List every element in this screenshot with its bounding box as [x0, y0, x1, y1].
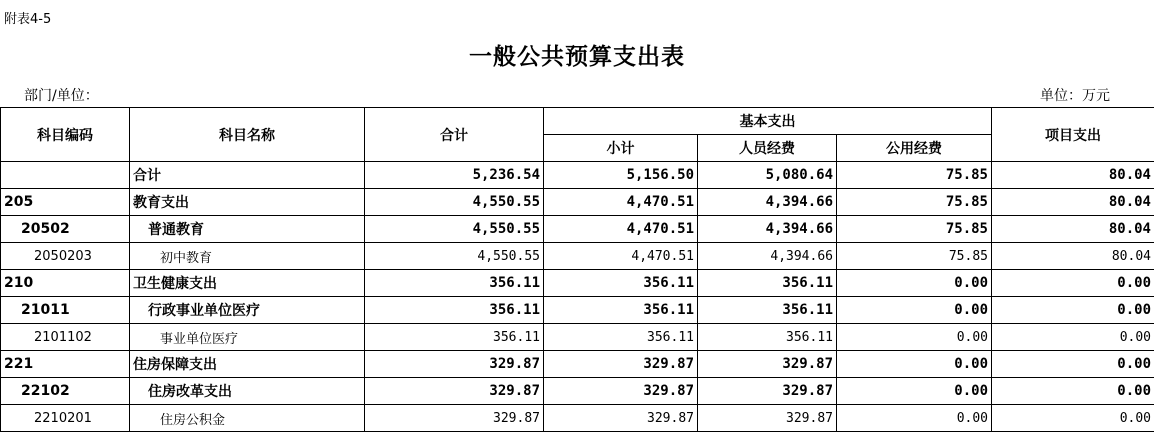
cell-project: 80.04: [992, 243, 1154, 270]
cell-project: 0.00: [992, 324, 1154, 351]
cell-code: 2050203: [1, 243, 130, 270]
cell-public: 75.85: [837, 189, 992, 216]
cell-personnel: 5,080.64: [698, 162, 837, 189]
header-subtotal: 小计: [544, 135, 698, 162]
cell-project: 0.00: [992, 297, 1154, 324]
cell-code: 20502: [1, 216, 130, 243]
cell-code: [1, 162, 130, 189]
header-project: 项目支出: [992, 108, 1154, 162]
cell-public: 0.00: [837, 297, 992, 324]
page-title: 一般公共预算支出表: [469, 43, 685, 70]
cell-project: 0.00: [992, 378, 1154, 405]
cell-code: 205: [1, 189, 130, 216]
cell-code: 2101102: [1, 324, 130, 351]
table-row: [1, 324, 1154, 351]
cell-total: 4,550.55: [365, 243, 544, 270]
table-row: [1, 405, 1154, 432]
cell-public: 0.00: [837, 270, 992, 297]
cell-subtotal: 4,470.51: [544, 216, 698, 243]
header-personnel: 人员经费: [698, 135, 837, 162]
cell-public: 75.85: [837, 243, 992, 270]
cell-personnel: 4,394.66: [698, 216, 837, 243]
table-row: [1, 243, 1154, 270]
cell-total: 329.87: [365, 378, 544, 405]
table-row: [1, 297, 1154, 324]
cell-public: 0.00: [837, 324, 992, 351]
cell-name: 住房保障支出: [130, 351, 365, 378]
header-code: 科目编码: [1, 108, 130, 162]
table-row: [1, 216, 1154, 243]
cell-name: 教育支出: [130, 189, 365, 216]
cell-public: 75.85: [837, 162, 992, 189]
cell-project: 0.00: [992, 405, 1154, 432]
cell-public: 0.00: [837, 378, 992, 405]
cell-public: 75.85: [837, 216, 992, 243]
cell-subtotal: 329.87: [544, 378, 698, 405]
cell-name: 普通教育: [130, 216, 365, 243]
cell-name: 卫生健康支出: [130, 270, 365, 297]
cell-public: 0.00: [837, 351, 992, 378]
cell-total: 4,550.55: [365, 189, 544, 216]
cell-code: 21011: [1, 297, 130, 324]
cell-subtotal: 329.87: [544, 405, 698, 432]
cell-subtotal: 329.87: [544, 351, 698, 378]
cell-personnel: 329.87: [698, 405, 837, 432]
cell-subtotal: 4,470.51: [544, 189, 698, 216]
table-row: [1, 270, 1154, 297]
cell-total: 5,236.54: [365, 162, 544, 189]
cell-total: 356.11: [365, 270, 544, 297]
header-total: 合计: [365, 108, 544, 162]
cell-code: 22102: [1, 378, 130, 405]
cell-personnel: 356.11: [698, 270, 837, 297]
unit-label: 单位：万元: [1040, 88, 1110, 104]
table-row: [1, 162, 1154, 189]
cell-project: 0.00: [992, 270, 1154, 297]
cell-project: 80.04: [992, 216, 1154, 243]
table-row: [1, 189, 1154, 216]
cell-code: 221: [1, 351, 130, 378]
cell-total: 356.11: [365, 297, 544, 324]
cell-name: 合计: [130, 162, 365, 189]
cell-project: 0.00: [992, 351, 1154, 378]
cell-name: 事业单位医疗: [130, 324, 365, 351]
cell-personnel: 356.11: [698, 297, 837, 324]
cell-name: 住房公积金: [130, 405, 365, 432]
cell-code: 2210201: [1, 405, 130, 432]
cell-public: 0.00: [837, 405, 992, 432]
cell-project: 80.04: [992, 189, 1154, 216]
table-row: [1, 378, 1154, 405]
cell-subtotal: 4,470.51: [544, 243, 698, 270]
expenditure-table: [0, 107, 1154, 432]
cell-total: 356.11: [365, 324, 544, 351]
cell-subtotal: 356.11: [544, 270, 698, 297]
cell-total: 329.87: [365, 351, 544, 378]
header-public: 公用经费: [837, 135, 992, 162]
cell-personnel: 4,394.66: [698, 243, 837, 270]
department-label: 部门/单位：: [24, 88, 99, 104]
cell-name: 行政事业单位医疗: [130, 297, 365, 324]
cell-personnel: 329.87: [698, 351, 837, 378]
cell-subtotal: 356.11: [544, 324, 698, 351]
attachment-label: 附表4-5: [4, 12, 52, 27]
header-basic: 基本支出: [544, 108, 992, 135]
cell-personnel: 4,394.66: [698, 189, 837, 216]
cell-total: 329.87: [365, 405, 544, 432]
cell-subtotal: 356.11: [544, 297, 698, 324]
table-row: [1, 351, 1154, 378]
cell-code: 210: [1, 270, 130, 297]
cell-subtotal: 5,156.50: [544, 162, 698, 189]
cell-total: 4,550.55: [365, 216, 544, 243]
header-name: 科目名称: [130, 108, 365, 162]
cell-project: 80.04: [992, 162, 1154, 189]
cell-personnel: 356.11: [698, 324, 837, 351]
cell-name: 住房改革支出: [130, 378, 365, 405]
cell-personnel: 329.87: [698, 378, 837, 405]
cell-name: 初中教育: [130, 243, 365, 270]
